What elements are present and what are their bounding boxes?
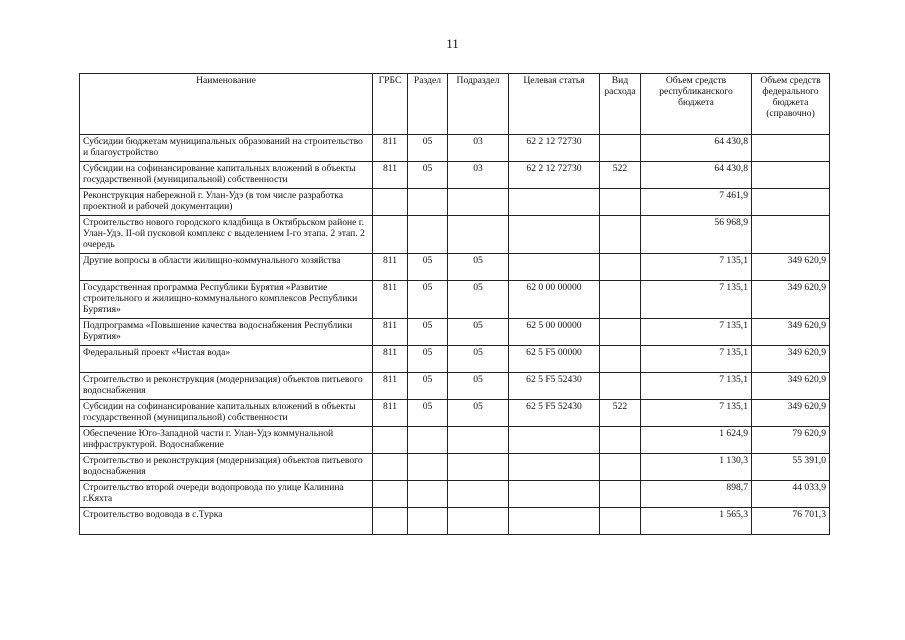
row-expense-type — [600, 454, 641, 481]
row-republican-amount: 1 624,9 — [641, 427, 752, 454]
row-podrazdel — [448, 481, 509, 508]
row-podrazdel: 05 — [448, 373, 509, 400]
row-razdel — [408, 508, 448, 535]
row-expense-type — [600, 319, 641, 346]
table-row — [80, 400, 830, 427]
row-razdel — [408, 189, 448, 216]
row-expense-type — [600, 135, 641, 162]
table-row — [80, 346, 830, 373]
table-row — [80, 189, 830, 216]
row-name: Субсидии бюджетам муниципальных образований на строительство и благоустройство — [80, 135, 373, 162]
table-row — [80, 254, 830, 281]
row-razdel: 05 — [408, 162, 448, 189]
row-razdel: 05 — [408, 373, 448, 400]
row-federal-amount: 349 620,9 — [752, 373, 830, 400]
row-republican-amount: 1 565,3 — [641, 508, 752, 535]
row-federal-amount: 55 391,0 — [752, 454, 830, 481]
row-expense-type — [600, 189, 641, 216]
row-razdel — [408, 216, 448, 254]
row-federal-amount — [752, 162, 830, 189]
header-row — [80, 74, 830, 135]
row-grbs: 811 — [373, 254, 408, 281]
row-grbs: 811 — [373, 281, 408, 319]
row-republican-amount: 7 135,1 — [641, 400, 752, 427]
row-target-article — [509, 481, 600, 508]
budget-table — [79, 73, 830, 535]
row-target-article — [509, 454, 600, 481]
row-podrazdel — [448, 189, 509, 216]
row-federal-amount: 349 620,9 — [752, 400, 830, 427]
row-grbs — [373, 189, 408, 216]
row-podrazdel: 03 — [448, 135, 509, 162]
row-name: Реконструкция набережной г. Улан-Удэ (в том числе разработка проектной и рабочей документации) — [80, 189, 373, 216]
row-federal-amount — [752, 189, 830, 216]
table-row — [80, 373, 830, 400]
row-podrazdel: 03 — [448, 162, 509, 189]
row-target-article — [509, 427, 600, 454]
row-grbs — [373, 508, 408, 535]
row-grbs: 811 — [373, 346, 408, 373]
row-podrazdel — [448, 454, 509, 481]
row-expense-type: 522 — [600, 162, 641, 189]
page-number: 11 — [446, 36, 459, 51]
row-republican-amount: 7 135,1 — [641, 346, 752, 373]
row-target-article: 62 5 F5 00000 — [509, 346, 600, 373]
row-republican-amount: 64 430,8 — [641, 135, 752, 162]
row-razdel: 05 — [408, 346, 448, 373]
row-razdel: 05 — [408, 400, 448, 427]
table-row — [80, 454, 830, 481]
row-expense-type — [600, 216, 641, 254]
table-row — [80, 508, 830, 535]
table-row — [80, 281, 830, 319]
row-expense-type — [600, 508, 641, 535]
row-republican-amount: 898,7 — [641, 481, 752, 508]
table-row — [80, 319, 830, 346]
row-republican-amount: 1 130,3 — [641, 454, 752, 481]
row-federal-amount: 349 620,9 — [752, 281, 830, 319]
row-target-article — [509, 254, 600, 281]
row-name: Субсидии на софинансирование капитальных вложений в объекты государственной (муниципальной) собственности — [80, 400, 373, 427]
row-expense-type — [600, 481, 641, 508]
row-podrazdel: 05 — [448, 400, 509, 427]
row-grbs: 811 — [373, 135, 408, 162]
row-federal-amount — [752, 216, 830, 254]
row-name: Строительство и реконструкция (модернизация) объектов питьевого водоснабжения — [80, 454, 373, 481]
row-grbs: 811 — [373, 373, 408, 400]
row-grbs — [373, 481, 408, 508]
row-podrazdel: 05 — [448, 319, 509, 346]
row-target-article — [509, 508, 600, 535]
row-target-article: 62 5 F5 52430 — [509, 373, 600, 400]
table-row — [80, 135, 830, 162]
row-target-article — [509, 189, 600, 216]
row-expense-type — [600, 281, 641, 319]
row-federal-amount — [752, 135, 830, 162]
row-razdel — [408, 481, 448, 508]
row-name: Федеральный проект «Чистая вода» — [80, 346, 373, 373]
row-grbs: 811 — [373, 319, 408, 346]
row-razdel — [408, 454, 448, 481]
row-federal-amount: 349 620,9 — [752, 346, 830, 373]
row-grbs: 811 — [373, 162, 408, 189]
row-name: Субсидии на софинансирование капитальных вложений в объекты государственной (муниципальной) собственности — [80, 162, 373, 189]
row-name: Другие вопросы в области жилищно-коммунального хозяйства — [80, 254, 373, 281]
row-target-article: 62 2 12 72730 — [509, 135, 600, 162]
row-federal-amount: 44 033,9 — [752, 481, 830, 508]
header-federal-budget: Объем средств федерального бюджета (справочно) — [752, 74, 830, 135]
row-razdel: 05 — [408, 254, 448, 281]
row-razdel: 05 — [408, 135, 448, 162]
table-row — [80, 162, 830, 189]
row-name: Подпрограмма «Повышение качества водоснабжения Республики Бурятия» — [80, 319, 373, 346]
row-podrazdel: 05 — [448, 281, 509, 319]
row-grbs — [373, 216, 408, 254]
table-row — [80, 216, 830, 254]
row-expense-type: 522 — [600, 400, 641, 427]
row-grbs: 811 — [373, 400, 408, 427]
row-republican-amount: 7 461,9 — [641, 189, 752, 216]
header-grbs: ГРБС — [373, 74, 408, 135]
row-expense-type — [600, 427, 641, 454]
table-row — [80, 427, 830, 454]
row-name: Строительство и реконструкция (модернизация) объектов питьевого водоснабжения — [80, 373, 373, 400]
row-expense-type — [600, 346, 641, 373]
header-podrazdel: Подраздел — [448, 74, 509, 135]
row-name: Строительство нового городского кладбища в Октябрьском районе г. Улан-Удэ. II-ой пусковой комплекс с выделением I-го этапа. 2 этап. 2 очередь — [80, 216, 373, 254]
row-razdel: 05 — [408, 281, 448, 319]
row-podrazdel: 05 — [448, 254, 509, 281]
row-podrazdel — [448, 508, 509, 535]
row-republican-amount: 64 430,8 — [641, 162, 752, 189]
row-target-article — [509, 216, 600, 254]
row-republican-amount: 56 968,9 — [641, 216, 752, 254]
header-expense-type: Вид расхода — [600, 74, 641, 135]
row-podrazdel — [448, 216, 509, 254]
row-republican-amount: 7 135,1 — [641, 373, 752, 400]
row-name: Строительство второй очереди водопровода по улице Калинина г.Кяхта — [80, 481, 373, 508]
row-federal-amount: 349 620,9 — [752, 254, 830, 281]
header-name: Наименование — [80, 74, 373, 135]
row-target-article: 62 5 F5 52430 — [509, 400, 600, 427]
row-federal-amount: 76 701,3 — [752, 508, 830, 535]
header-republican-budget: Объем средств республиканского бюджета — [641, 74, 752, 135]
row-name: Государственная программа Республики Бурятия «Развитие строительного и жилищно-коммунального комплексов Республики Бурятия» — [80, 281, 373, 319]
row-republican-amount: 7 135,1 — [641, 281, 752, 319]
row-federal-amount: 79 620,9 — [752, 427, 830, 454]
row-razdel — [408, 427, 448, 454]
row-target-article: 62 2 12 72730 — [509, 162, 600, 189]
row-podrazdel: 05 — [448, 346, 509, 373]
row-razdel: 05 — [408, 319, 448, 346]
header-target-article: Целевая статья — [509, 74, 600, 135]
row-target-article: 62 5 00 00000 — [509, 319, 600, 346]
row-name: Обеспечение Юго-Западной части г. Улан-Удэ коммунальной инфраструктурой. Водоснабжение — [80, 427, 373, 454]
row-expense-type — [600, 254, 641, 281]
row-grbs — [373, 427, 408, 454]
row-grbs — [373, 454, 408, 481]
row-republican-amount: 7 135,1 — [641, 254, 752, 281]
row-expense-type — [600, 373, 641, 400]
row-target-article: 62 0 00 00000 — [509, 281, 600, 319]
row-republican-amount: 7 135,1 — [641, 319, 752, 346]
row-name: Строительство водовода в с.Турка — [80, 508, 373, 535]
row-federal-amount: 349 620,9 — [752, 319, 830, 346]
header-razdel: Раздел — [408, 74, 448, 135]
row-podrazdel — [448, 427, 509, 454]
table-row — [80, 481, 830, 508]
